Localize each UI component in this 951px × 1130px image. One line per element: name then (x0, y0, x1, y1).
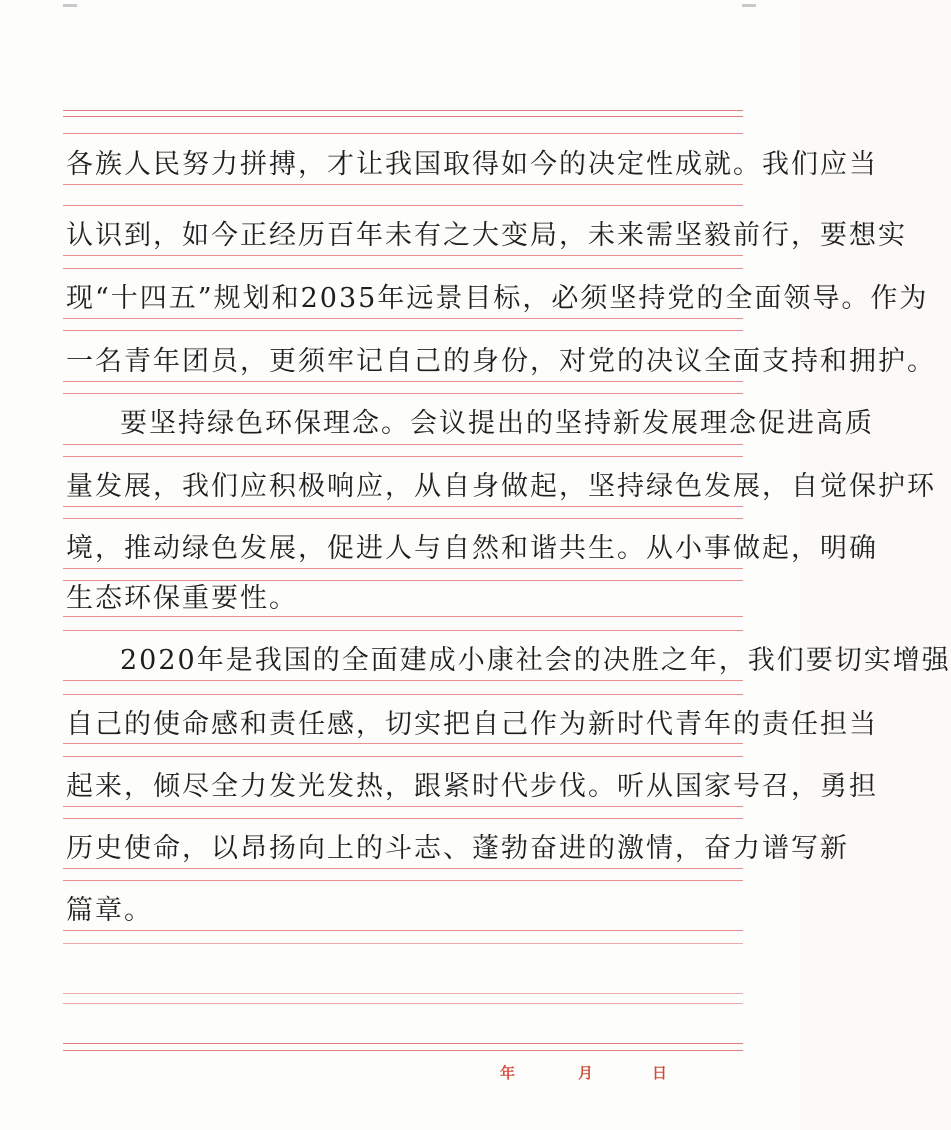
ruled-line (63, 743, 743, 744)
text-line: 自己的使命感和责任感，切实把自己作为新时代青年的责任担当 (66, 709, 878, 740)
scan-mark-right (742, 4, 756, 7)
header-rule (63, 110, 743, 111)
ruled-line (63, 255, 743, 256)
ruled-line (63, 318, 743, 319)
header-rule (63, 116, 743, 117)
text-line: 各族人民努力拼搏，才让我国取得如今的决定性成就。我们应当 (66, 149, 878, 180)
ruled-line (63, 456, 743, 457)
ruled-line (63, 630, 743, 631)
day-label: 日 (652, 1064, 668, 1082)
year-label: 年 (500, 1064, 516, 1082)
ruled-line (63, 680, 743, 681)
ruled-line (63, 806, 743, 807)
ruled-line (63, 868, 743, 869)
ruled-line (63, 330, 743, 331)
footer-rule (63, 1050, 743, 1051)
ruled-line (63, 756, 743, 757)
text-line: 一名青年团员，更须牢记自己的身份，对党的决议全面支持和拥护。 (66, 346, 936, 377)
text-line: 量发展，我们应积极响应，从自身做起，坚持绿色发展，自觉保护环 (66, 471, 936, 502)
date-field (500, 1062, 680, 1086)
footer-rule (63, 1043, 743, 1044)
month-label: 月 (578, 1064, 594, 1082)
ruled-line (63, 133, 743, 134)
ruled-line (63, 518, 743, 519)
ruled-line (63, 205, 743, 206)
text-line: 现“十四五”规划和2035年远景目标，必须坚持党的全面领导。作为 (66, 283, 929, 314)
ruled-line (63, 993, 743, 994)
text-line: 篇章。 (66, 895, 153, 926)
ruled-line (63, 568, 743, 569)
ruled-line (63, 694, 743, 695)
ruled-line (63, 930, 743, 931)
text-line: 境，推动绿色发展，促进人与自然和谐共生。从小事做起，明确 (66, 533, 878, 564)
text-line: 认识到，如今正经历百年未有之大变局，未来需坚毅前行，要想实 (66, 220, 907, 251)
ruled-line (63, 184, 743, 185)
text-line: 历史使命，以昂扬向上的斗志、蓬勃奋进的激情，奋力谱写新 (66, 833, 849, 864)
ruled-line (63, 268, 743, 269)
ruled-line (63, 381, 743, 382)
ruled-line (63, 506, 743, 507)
ruled-line (63, 444, 743, 445)
ruled-line (63, 943, 743, 944)
ruled-line (63, 818, 743, 819)
text-line: 起来，倾尽全力发光发热，跟紧时代步伐。听从国家号召，勇担 (66, 771, 878, 802)
text-line: 生态环保重要性。 (66, 583, 298, 614)
scan-mark-left (63, 4, 77, 7)
paragraph-start-line: 2020年是我国的全面建成小康社会的决胜之年，我们要切实增强 (120, 645, 951, 676)
ruled-line (63, 880, 743, 881)
ruled-line (63, 1003, 743, 1004)
ruled-line (63, 393, 743, 394)
paragraph-start-line: 要坚持绿色环保理念。会议提出的坚持新发展理念促进高质 (120, 408, 874, 439)
